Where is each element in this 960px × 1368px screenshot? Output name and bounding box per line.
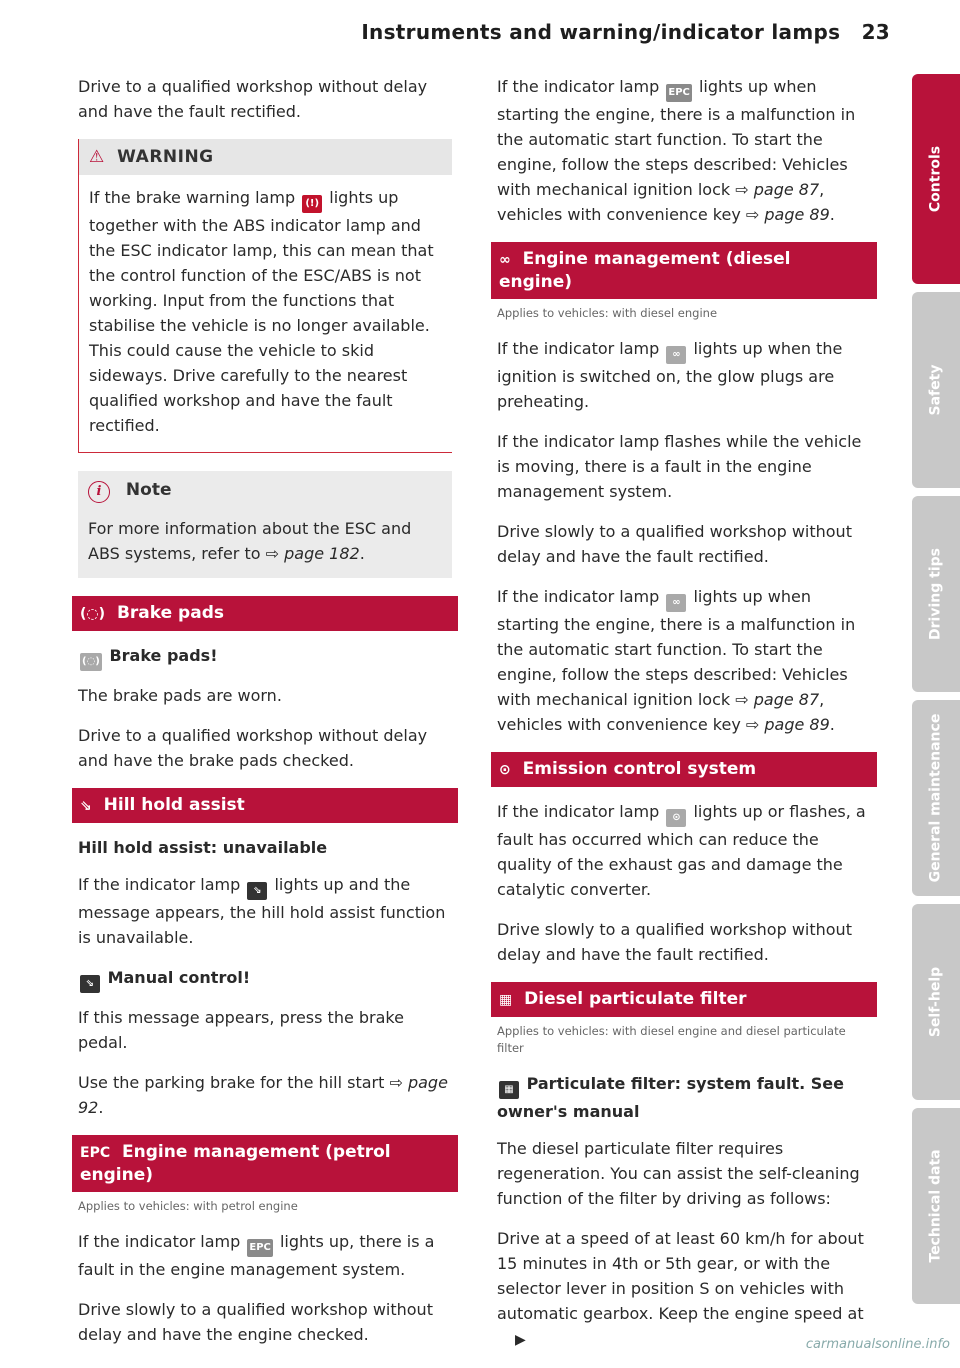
paragraph: Drive at a speed of at least 60 km/h for about 15 minutes in 4th or 5th gear, or with the selector lever in position S on vehicles with automatic gearbox. Keep the engine speed at ▶ <box>497 1229 864 1348</box>
page-ref-link[interactable]: ⇨ page 89 <box>745 715 830 734</box>
paragraph: The diesel particulate filter requires regeneration. You can assist the self-cleaning function of the filter by driving as follows: <box>497 1139 860 1208</box>
paragraph: If the indicator lamp ⇘ lights up and the message appears, the hill hold assist function is unavailable. <box>78 875 446 947</box>
page-header <box>0 20 890 44</box>
note-header <box>78 471 452 512</box>
brake-pads-icon: (◌) <box>80 606 106 622</box>
applies-to: Applies to vehicles: with diesel engine and diesel particulate filter <box>497 1024 846 1055</box>
epc-lamp-icon: EPC <box>247 1239 273 1257</box>
section-heading-dpf: ▦ Diesel particulate filter <box>491 982 877 1017</box>
tab-technical-data[interactable]: Technical data <box>912 1108 960 1304</box>
continue-arrow-icon: ▶ <box>515 1332 526 1348</box>
page-ref-link[interactable]: ⇨ page 87 <box>735 690 820 709</box>
section-heading-hill-hold: ⇘ Hill hold assist <box>72 788 458 823</box>
page-number: 23 <box>861 20 890 44</box>
section-heading-diesel: ∞ Engine management (diesel engine) <box>491 242 877 299</box>
page-ref-link[interactable]: ⇨ page 92 <box>78 1073 448 1117</box>
page-ref-link[interactable]: ⇨ page 87 <box>735 180 820 199</box>
hill-hold-lamp-icon: ⇘ <box>80 975 100 993</box>
paragraph: Drive slowly to a qualified workshop without delay and have the fault rectified. <box>497 920 852 964</box>
right-column <box>497 74 871 1368</box>
warning-triangle-icon: ⚠ <box>89 147 105 167</box>
epc-lamp-icon: EPC <box>666 84 692 102</box>
epc-icon: EPC <box>80 1145 111 1161</box>
tab-safety[interactable]: Safety <box>912 292 960 488</box>
emission-icon: ⊙ <box>499 762 511 778</box>
glow-plug-lamp-icon: ∞ <box>666 594 686 612</box>
tab-driving-tips[interactable]: Driving tips <box>912 496 960 692</box>
subheading-manual-control: ⇘ Manual control! <box>78 965 452 993</box>
paragraph: Drive slowly to a qualified workshop without delay and have the fault rectified. <box>497 522 852 566</box>
hill-hold-icon: ⇘ <box>80 798 92 814</box>
note-text: For more information about the ESC and ABS systems, refer to ⇨ page 182. <box>88 519 412 563</box>
applies-to: Applies to vehicles: with petrol engine <box>78 1199 298 1213</box>
warning-text: If the brake warning lamp (!) lights up together with the ABS indicator lamp and the ESC indicator lamp, this can mean that the control function of the ESC/ABS is not working. Input from the functions that stabilise the vehicle is no longer available. This could cause the vehicle to skid sideways. Drive carefully to the nearest qualified workshop and have the fault rectified. <box>89 188 434 435</box>
subheading-particulate-filter: ▦ Particulate filter: system fault. See owner's manual <box>497 1074 844 1121</box>
paragraph: If this message appears, press the brake pedal. <box>78 1008 404 1052</box>
watermark: carmanualsonline.info <box>805 1337 950 1352</box>
particulate-filter-lamp-icon: ▦ <box>499 1081 519 1099</box>
chapter-title: Instruments and warning/indicator lamps <box>361 20 841 44</box>
paragraph: Drive slowly to a qualified workshop without delay and have the engine checked. <box>78 1300 433 1344</box>
hill-hold-lamp-icon: ⇘ <box>247 882 267 900</box>
warning-box <box>78 139 452 453</box>
section-heading-emission: ⊙ Emission control system <box>491 752 877 787</box>
emission-lamp-icon: ⊙ <box>666 809 686 827</box>
intro-paragraph: Drive to a qualified workshop without delay and have the fault rectified. <box>78 77 428 121</box>
paragraph: Drive to a qualified workshop without delay and have the brake pads checked. <box>78 726 428 770</box>
info-icon: i <box>88 481 110 503</box>
paragraph: If the indicator lamp EPC lights up when starting the engine, there is a malfunction in the automatic start function. To start the engine, follow the steps described: Vehicles with mechanical ignition lock ⇨ page 87, vehicles with convenience key ⇨ page 89. <box>497 77 856 224</box>
warning-header <box>79 139 452 175</box>
paragraph: The brake pads are worn. <box>78 686 282 705</box>
warning-title: WARNING <box>117 147 214 167</box>
glow-plug-icon: ∞ <box>499 252 511 268</box>
page-ref-link[interactable]: ⇨ page 182 <box>265 544 360 563</box>
paragraph: If the indicator lamp EPC lights up, there is a fault in the engine management system. <box>78 1232 435 1279</box>
subheading-hill-hold-unavailable: Hill hold assist: unavailable <box>78 838 328 857</box>
brake-warning-lamp-icon: (!) <box>302 195 322 213</box>
subheading-brake-pads: (◌) Brake pads! <box>78 643 452 671</box>
note-title: Note <box>125 480 172 500</box>
tab-general-maintenance[interactable]: General maintenance <box>912 700 960 896</box>
paragraph: If the indicator lamp flashes while the vehicle is moving, there is a fault in the engine management system. <box>497 432 862 501</box>
page-ref-link[interactable]: ⇨ page 89 <box>745 205 830 224</box>
note-box <box>78 471 452 578</box>
left-column <box>78 74 452 1362</box>
paragraph: If the indicator lamp ∞ lights up when the ignition is switched on, the glow plugs are preheating. <box>497 339 843 411</box>
glow-plug-lamp-icon: ∞ <box>666 346 686 364</box>
tab-controls[interactable]: Controls <box>912 74 960 284</box>
section-heading-brake-pads: (◌) Brake pads <box>72 596 458 631</box>
paragraph: If the indicator lamp ∞ lights up when starting the engine, there is a malfunction in the automatic start function. To start the engine, follow the steps described: Vehicles with mechanical ignition lock ⇨ page 87, vehicles with convenience key ⇨ page 89. <box>497 587 856 734</box>
tab-self-help[interactable]: Self-help <box>912 904 960 1100</box>
section-heading-epc: EPC Engine management (petrol engine) <box>72 1135 458 1192</box>
paragraph: If the indicator lamp ⊙ lights up or flashes, a fault has occurred which can reduce the quality of the exhaust gas and damage the catalytic converter. <box>497 802 866 899</box>
particulate-filter-icon: ▦ <box>499 992 513 1008</box>
applies-to: Applies to vehicles: with diesel engine <box>497 306 718 320</box>
paragraph: Use the parking brake for the hill start ⇨ page 92. <box>78 1073 448 1117</box>
brake-pads-lamp-icon: (◌) <box>80 653 102 671</box>
